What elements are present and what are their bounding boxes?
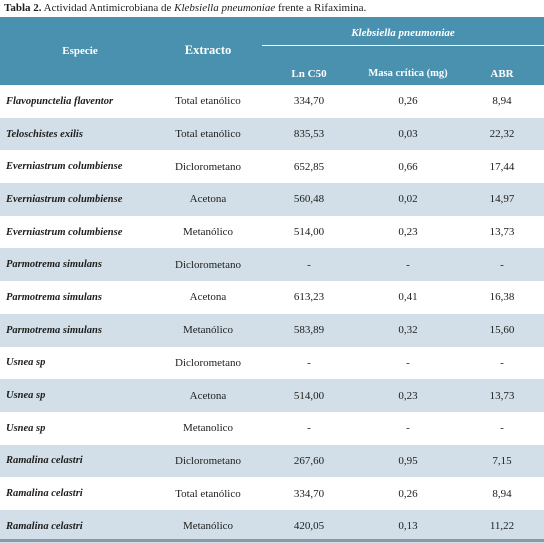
header-masa-critica: Masa crítica (mg) [368, 68, 448, 79]
cell-ln-c50: 835,53 [293, 128, 325, 141]
cell-abr: 16,38 [489, 291, 515, 304]
cell-especie: Ramalina celastri [6, 455, 83, 467]
cell-especie: Ramalina celastri [6, 488, 83, 500]
header-group-organism: Klebsiella pneumoniae [351, 27, 455, 39]
cell-abr: 13,73 [489, 226, 515, 239]
cell-masa-critica: 0,41 [398, 291, 418, 304]
cell-abr: 14,97 [489, 193, 515, 206]
cell-extracto: Total etanólico [175, 95, 241, 108]
cell-abr: 15,60 [489, 324, 515, 337]
cell-ln-c50: 334,70 [293, 487, 325, 500]
cell-extracto: Total etanólico [175, 128, 241, 141]
results-table [0, 17, 544, 543]
cell-especie: Everniastrum columbiense [6, 193, 123, 205]
cell-ln-c50: 613,23 [293, 291, 325, 304]
cell-especie: Ramalina celastri [6, 520, 83, 532]
table-caption [4, 1, 366, 15]
caption-label: Tabla 2. [4, 2, 42, 14]
table-row [0, 85, 544, 118]
cell-masa-critica: 0,66 [398, 160, 418, 173]
cell-especie: Parmotrema simulans [6, 259, 102, 271]
table-header [0, 17, 544, 85]
cell-abr: 13,73 [489, 389, 515, 402]
cell-masa-critica: 0,23 [398, 389, 418, 402]
table-row [0, 216, 544, 249]
cell-extracto: Metanólico [182, 520, 234, 533]
cell-ln-c50: 267,60 [293, 454, 325, 467]
cell-masa-critica: 0,32 [398, 324, 418, 337]
header-especie: Especie [62, 45, 98, 57]
cell-abr: 11,22 [489, 520, 515, 533]
cell-ln-c50: 652,85 [293, 160, 325, 173]
cell-extracto: Diclorometano [175, 356, 241, 369]
cell-abr: 8,94 [492, 95, 512, 108]
cell-especie: Parmotrema simulans [6, 324, 102, 336]
cell-especie: Everniastrum columbiense [6, 161, 123, 173]
header-group-divider [262, 45, 544, 46]
table-row [0, 150, 544, 183]
header-ln-c50: Ln C50 [291, 68, 327, 80]
cell-extracto: Metanólico [182, 226, 234, 239]
cell-masa-critica: - [406, 422, 410, 435]
cell-extracto: Acetona [189, 193, 227, 206]
header-extracto: Extracto [184, 43, 232, 57]
cell-especie: Flavopunctelia flaventor [6, 95, 114, 107]
cell-ln-c50: 583,89 [293, 324, 325, 337]
cell-masa-critica: 0,26 [398, 95, 418, 108]
table-row [0, 248, 544, 281]
table-row [0, 314, 544, 347]
cell-especie: Usnea sp [6, 357, 46, 369]
table-row [0, 412, 544, 445]
cell-abr: 17,44 [489, 160, 515, 173]
cell-masa-critica: 0,95 [398, 454, 418, 467]
cell-masa-critica: 0,02 [398, 193, 418, 206]
cell-masa-critica: - [406, 356, 410, 369]
table-row [0, 118, 544, 151]
cell-especie: Usnea sp [6, 422, 46, 434]
cell-masa-critica: 0,26 [398, 487, 418, 500]
caption-text-after: frente a Rifaximina. [275, 2, 367, 14]
table-row [0, 477, 544, 510]
table-row [0, 510, 544, 543]
cell-extracto: Acetona [189, 291, 227, 304]
cell-ln-c50: 514,00 [293, 389, 325, 402]
cell-especie: Parmotrema simulans [6, 291, 102, 303]
table-row [0, 445, 544, 478]
cell-especie: Usnea sp [6, 390, 46, 402]
cell-ln-c50: - [307, 422, 311, 435]
header-abr: ABR [490, 68, 514, 80]
cell-abr: - [500, 258, 504, 271]
cell-extracto: Metanólico [182, 324, 234, 337]
cell-abr: 8,94 [492, 487, 512, 500]
cell-ln-c50: - [307, 258, 311, 271]
cell-especie: Everniastrum columbiense [6, 226, 123, 238]
cell-extracto: Diclorometano [175, 160, 241, 173]
cell-extracto: Diclorometano [175, 454, 241, 467]
cell-ln-c50: 334,70 [293, 95, 325, 108]
caption-text-before: Actividad Antimicrobiana de [41, 2, 175, 14]
cell-abr: 22,32 [489, 128, 515, 141]
cell-abr: - [500, 356, 504, 369]
cell-masa-critica: - [406, 258, 410, 271]
cell-masa-critica: 0,03 [398, 128, 418, 141]
table-row [0, 281, 544, 314]
table-row [0, 347, 544, 380]
cell-extracto: Metanolico [182, 422, 234, 435]
cell-abr: 7,15 [492, 454, 512, 467]
caption-organism: Klebsiella pneumoniae [174, 2, 276, 14]
cell-extracto: Acetona [189, 389, 227, 402]
cell-masa-critica: 0,23 [398, 226, 418, 239]
cell-ln-c50: 420,05 [293, 520, 325, 533]
cell-ln-c50: - [307, 356, 311, 369]
cell-masa-critica: 0,13 [398, 520, 418, 533]
cell-extracto: Total etanólico [175, 487, 241, 500]
cell-especie: Teloschistes exilis [6, 128, 83, 140]
table-body [0, 85, 544, 543]
cell-ln-c50: 514,00 [293, 226, 325, 239]
cell-ln-c50: 560,48 [293, 193, 325, 206]
table-row [0, 379, 544, 412]
cell-extracto: Diclorometano [175, 258, 241, 271]
cell-abr: - [500, 422, 504, 435]
table-row [0, 183, 544, 216]
